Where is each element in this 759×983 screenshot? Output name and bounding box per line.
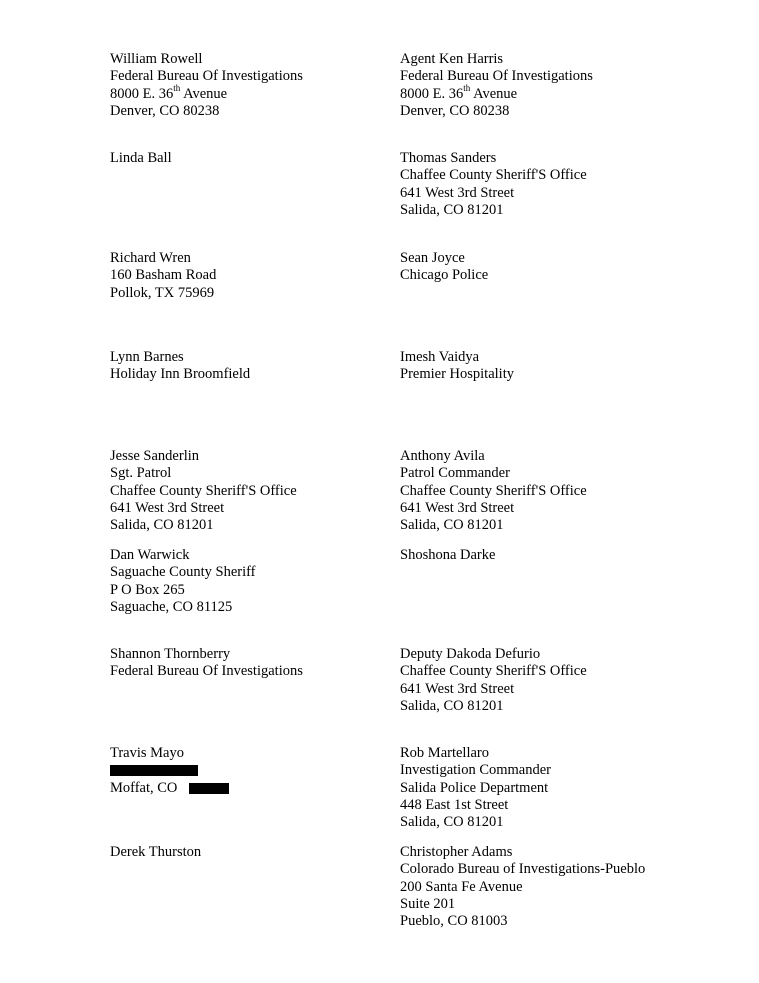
contact-name: Travis Mayo bbox=[110, 745, 184, 761]
contact-street: P O Box 265 bbox=[110, 581, 185, 598]
contact-organization: Salida Police Department bbox=[400, 779, 549, 796]
contact-city: Denver, CO 80238 bbox=[400, 102, 510, 119]
contact-organization: Saguache County Sheriff bbox=[110, 564, 256, 581]
contact-street: 200 Santa Fe Avenue bbox=[400, 878, 523, 895]
contact-organization: Chicago Police bbox=[400, 267, 489, 284]
contact-name: Anthony Avila bbox=[400, 448, 485, 464]
contact-organization: Chaffee County Sheriff'S Office bbox=[400, 167, 587, 184]
contact-thomas-sanders bbox=[400, 150, 587, 219]
contact-title: Patrol Commander bbox=[400, 465, 510, 482]
contact-name: Shannon Thornberry bbox=[110, 646, 231, 662]
contact-rob-martellaro bbox=[400, 745, 551, 831]
contact-lynn-barnes bbox=[110, 349, 250, 384]
contact-city: Moffat, CO bbox=[110, 780, 229, 797]
contact-street-redacted bbox=[110, 762, 229, 779]
contact-anthony-avila bbox=[400, 448, 587, 534]
contact-travis-mayo bbox=[110, 745, 229, 797]
contact-name: Deputy Dakoda Defurio bbox=[400, 646, 541, 662]
contact-organization: Colorado Bureau of Investigations-Pueblo bbox=[400, 861, 646, 878]
redaction-bar bbox=[189, 783, 229, 794]
contact-city: Pueblo, CO 81003 bbox=[400, 913, 508, 930]
contact-william-rowell bbox=[110, 51, 303, 120]
contact-street: 8000 E. 36th Avenue bbox=[110, 82, 228, 102]
contact-city: Salida, CO 81201 bbox=[400, 814, 504, 831]
contact-imesh-vaidya bbox=[400, 349, 514, 384]
contact-name: Shoshona Darke bbox=[400, 547, 496, 563]
contact-name: Linda Ball bbox=[110, 150, 172, 166]
contact-linda-ball bbox=[110, 150, 172, 167]
contact-street: 8000 E. 36th Avenue bbox=[400, 82, 518, 102]
contact-city: Denver, CO 80238 bbox=[110, 102, 220, 119]
contact-street: 641 West 3rd Street bbox=[400, 680, 515, 697]
contact-ken-harris bbox=[400, 51, 593, 120]
contact-richard-wren bbox=[110, 250, 216, 302]
contact-title: Sgt. Patrol bbox=[110, 465, 172, 482]
contact-street: 641 West 3rd Street bbox=[400, 499, 515, 516]
contact-organization: Federal Bureau Of Investigations bbox=[400, 68, 593, 85]
contact-sean-joyce bbox=[400, 250, 488, 285]
contact-organization: Federal Bureau Of Investigations bbox=[110, 68, 303, 85]
contact-name: William Rowell bbox=[110, 51, 203, 67]
contact-organization: Federal Bureau Of Investigations bbox=[110, 663, 303, 680]
contact-name: Christopher Adams bbox=[400, 844, 513, 860]
contact-name: Rob Martellaro bbox=[400, 745, 489, 761]
contact-organization: Chaffee County Sheriff'S Office bbox=[400, 663, 587, 680]
contact-shannon-thornberry bbox=[110, 646, 303, 681]
contact-city: Saguache, CO 81125 bbox=[110, 598, 233, 615]
contact-title: Investigation Commander bbox=[400, 762, 552, 779]
contact-organization: Premier Hospitality bbox=[400, 366, 514, 383]
contact-street: 641 West 3rd Street bbox=[110, 499, 225, 516]
contact-name: Sean Joyce bbox=[400, 250, 465, 266]
contact-name: Derek Thurston bbox=[110, 844, 202, 860]
contact-shoshona-darke bbox=[400, 547, 495, 564]
contact-city: Salida, CO 81201 bbox=[400, 697, 504, 714]
contact-name: Agent Ken Harris bbox=[400, 51, 504, 67]
contact-city: Salida, CO 81201 bbox=[110, 517, 214, 534]
contact-name: Richard Wren bbox=[110, 250, 191, 266]
contact-jesse-sanderlin bbox=[110, 448, 297, 534]
contact-street: 448 East 1st Street bbox=[400, 796, 509, 813]
contact-dakoda-defurio bbox=[400, 646, 587, 715]
contact-organization: Holiday Inn Broomfield bbox=[110, 366, 251, 383]
contact-christopher-adams bbox=[400, 844, 645, 930]
contact-organization: Chaffee County Sheriff'S Office bbox=[110, 482, 297, 499]
contact-street: 160 Basham Road bbox=[110, 267, 217, 284]
contact-name: Imesh Vaidya bbox=[400, 349, 480, 365]
redaction-bar bbox=[110, 765, 198, 776]
contact-name: Lynn Barnes bbox=[110, 349, 184, 365]
contact-derek-thurston bbox=[110, 844, 201, 861]
contact-suite: Suite 201 bbox=[400, 895, 456, 912]
contact-city: Salida, CO 81201 bbox=[400, 517, 504, 534]
contact-organization: Chaffee County Sheriff'S Office bbox=[400, 482, 587, 499]
contact-name: Jesse Sanderlin bbox=[110, 448, 199, 464]
contact-name: Thomas Sanders bbox=[400, 150, 497, 166]
contact-name: Dan Warwick bbox=[110, 547, 190, 563]
contact-street: 641 West 3rd Street bbox=[400, 184, 515, 201]
contact-dan-warwick bbox=[110, 547, 256, 616]
contact-city: Salida, CO 81201 bbox=[400, 201, 504, 218]
contact-city: Pollok, TX 75969 bbox=[110, 284, 215, 301]
